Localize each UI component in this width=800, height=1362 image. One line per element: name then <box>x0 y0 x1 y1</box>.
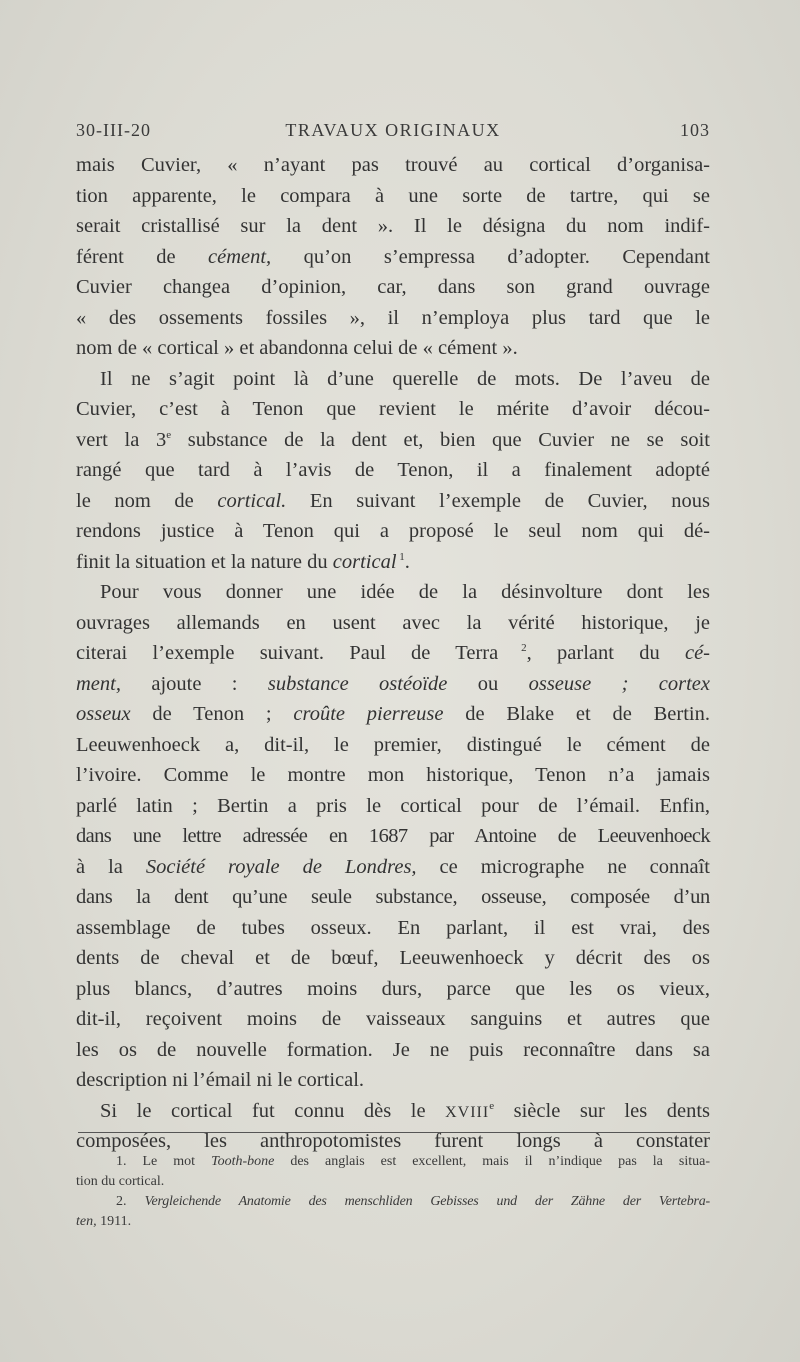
footnote-2 <box>76 1192 710 1212</box>
text-line: nom de « cortical » et abandonna celui de « cément ». <box>76 337 518 359</box>
text-fragment: citerai l’exemple suivant. Paul de Terra <box>76 642 499 664</box>
text-fragment: substance de la dent et, bien que Cuvier ne se soit <box>171 428 710 451</box>
text-line: les os de nouvelle formation. Je ne puis reconnaître dans sa <box>76 1038 710 1061</box>
text-fragment: Si le cortical fut connu dès le <box>100 1099 446 1122</box>
text-line: plus blancs, d’autres moins durs, parce que les os vieux, <box>76 977 710 1000</box>
footnote-1 <box>76 1152 710 1172</box>
text-line: composées, les anthropotomistes furent longs à constater <box>76 1130 710 1152</box>
footnote-rule <box>78 1132 710 1134</box>
text-fragment: 1911. <box>96 1214 132 1229</box>
text-fragment: de Tenon ; <box>130 703 294 725</box>
text-line: dit-il, reçoivent moins de vaisseaux sanguins et autres que <box>76 1008 710 1030</box>
text-fragment: à la <box>76 855 146 878</box>
text-fragment: ou <box>447 672 529 695</box>
footnotes <box>76 1152 710 1232</box>
text-fragment: qu’on s’empressa d’adopter. Cependant <box>271 245 710 268</box>
text-line: l’ivoire. Comme le montre mon historique, Tenon n’a jamais <box>76 764 710 786</box>
small-caps-century: XVIII <box>445 1103 490 1121</box>
text-fragment: le nom de <box>76 489 218 512</box>
text-fragment: 1. Le mot <box>116 1154 212 1169</box>
text-line <box>76 699 710 730</box>
text-line: Cuvier, c’est à Tenon que revient le mérite d’avoir décou- <box>76 398 710 420</box>
page-number: 103 <box>680 120 710 140</box>
text-line: Leeuwenhoeck a, dit-il, le premier, distingué le cément de <box>76 733 710 756</box>
text-fragment: des anglais est excellent, mais il n’indique pas la situa- <box>274 1154 711 1169</box>
italic-term: osseux <box>76 703 131 725</box>
superscript: e <box>489 1099 495 1112</box>
italic-title: Vergleichende Anatomie des menschliden Gebisses und der Zähne der Vertebra- <box>144 1194 710 1209</box>
footnote-ref: 2 <box>498 642 527 655</box>
text-line <box>76 242 710 273</box>
text-fragment: ajoute : <box>120 672 268 695</box>
running-header <box>76 120 710 150</box>
text-line: rangé que tard à l’avis de Tenon, il a finalement adopté <box>76 459 710 481</box>
text-line: Cuvier changea d’opinion, car, dans son grand ouvrage <box>76 276 710 298</box>
text-line <box>76 669 710 700</box>
main-text <box>76 150 710 1157</box>
text-line <box>76 486 710 517</box>
text-fragment: de Blake et de Bertin. <box>443 703 710 725</box>
italic-term: osseuse ; cortex <box>528 672 710 695</box>
text-line <box>76 852 710 883</box>
footnote-ref: 1 <box>396 550 405 563</box>
text-fragment: , parlant du <box>526 642 685 664</box>
text-line: tion apparente, le compara à une sorte de tartre, qui se <box>76 184 710 207</box>
text-line: description ni l’émail ni le cortical. <box>76 1069 365 1091</box>
header-date-code: 30-III-20 <box>76 120 151 140</box>
text-line: rendons justice à Tenon qui a proposé le seul nom qui dé- <box>76 520 710 542</box>
italic-term: cortical. <box>217 489 287 512</box>
text-line: mais Cuvier, « n’ayant pas trouvé au cortical d’organisa- <box>76 154 710 176</box>
text-line: dans la dent qu’une seule substance, osseuse, composée d’un <box>76 886 710 908</box>
text-fragment: finit la situation et la nature du <box>76 550 333 573</box>
italic-term: cortical <box>332 550 397 573</box>
italic-title: ten, <box>76 1214 97 1229</box>
footnote-1-cont: tion du cortical. <box>76 1174 165 1189</box>
italic-term: croûte pierreuse <box>293 703 444 725</box>
paragraph-start: Pour vous donner une idée de la désinvolture dont les <box>100 581 710 603</box>
text-fragment: vert la 3 <box>76 428 167 451</box>
text-fragment: 2. <box>116 1194 145 1209</box>
text-line: serait cristallisé sur la dent ». Il le désigna du nom indif- <box>76 215 710 237</box>
text-line: assemblage de tubes osseux. En parlant, il est vrai, des <box>76 916 710 939</box>
text-line <box>76 425 710 456</box>
text-line: dents de cheval et de bœuf, Leeuwenhoeck y décrit des os <box>76 947 710 969</box>
paragraph-start: Il ne s’agit point là d’une querelle de mots. De l’aveu de <box>100 367 710 390</box>
text-line: « des ossements fossiles », il n’employa plus tard que le <box>76 306 710 329</box>
header-title: TRAVAUX ORIGINAUX <box>285 120 501 140</box>
italic-term: ment, <box>76 672 121 695</box>
text-fragment: En suivant l’exemple de Cuvier, nous <box>286 489 710 512</box>
text-fragment: . <box>404 550 410 573</box>
text-fragment: férent de <box>76 245 208 268</box>
footnote-2-cont <box>76 1212 710 1232</box>
text-line <box>76 547 710 578</box>
italic-term: Tooth-bone <box>211 1154 275 1169</box>
italic-term: cé- <box>684 642 710 664</box>
text-fragment: siècle sur les dents <box>494 1099 711 1122</box>
italic-term: Société royale de Londres, <box>145 855 417 878</box>
text-fragment: ce micrographe ne connaît <box>416 855 710 878</box>
italic-term: cément, <box>208 245 272 268</box>
text-line <box>76 638 710 669</box>
paragraph-start <box>76 1096 710 1127</box>
italic-term: substance ostéoïde <box>267 672 448 695</box>
text-line: ouvrages allemands en usent avec la vérité historique, je <box>76 611 710 634</box>
superscript: e <box>166 428 172 441</box>
text-line: parlé latin ; Bertin a pris le cortical pour de l’émail. Enfin, <box>76 794 710 817</box>
text-line: dans une lettre adressée en 1687 par Antoine de Leeuvenhoeck <box>76 825 710 847</box>
